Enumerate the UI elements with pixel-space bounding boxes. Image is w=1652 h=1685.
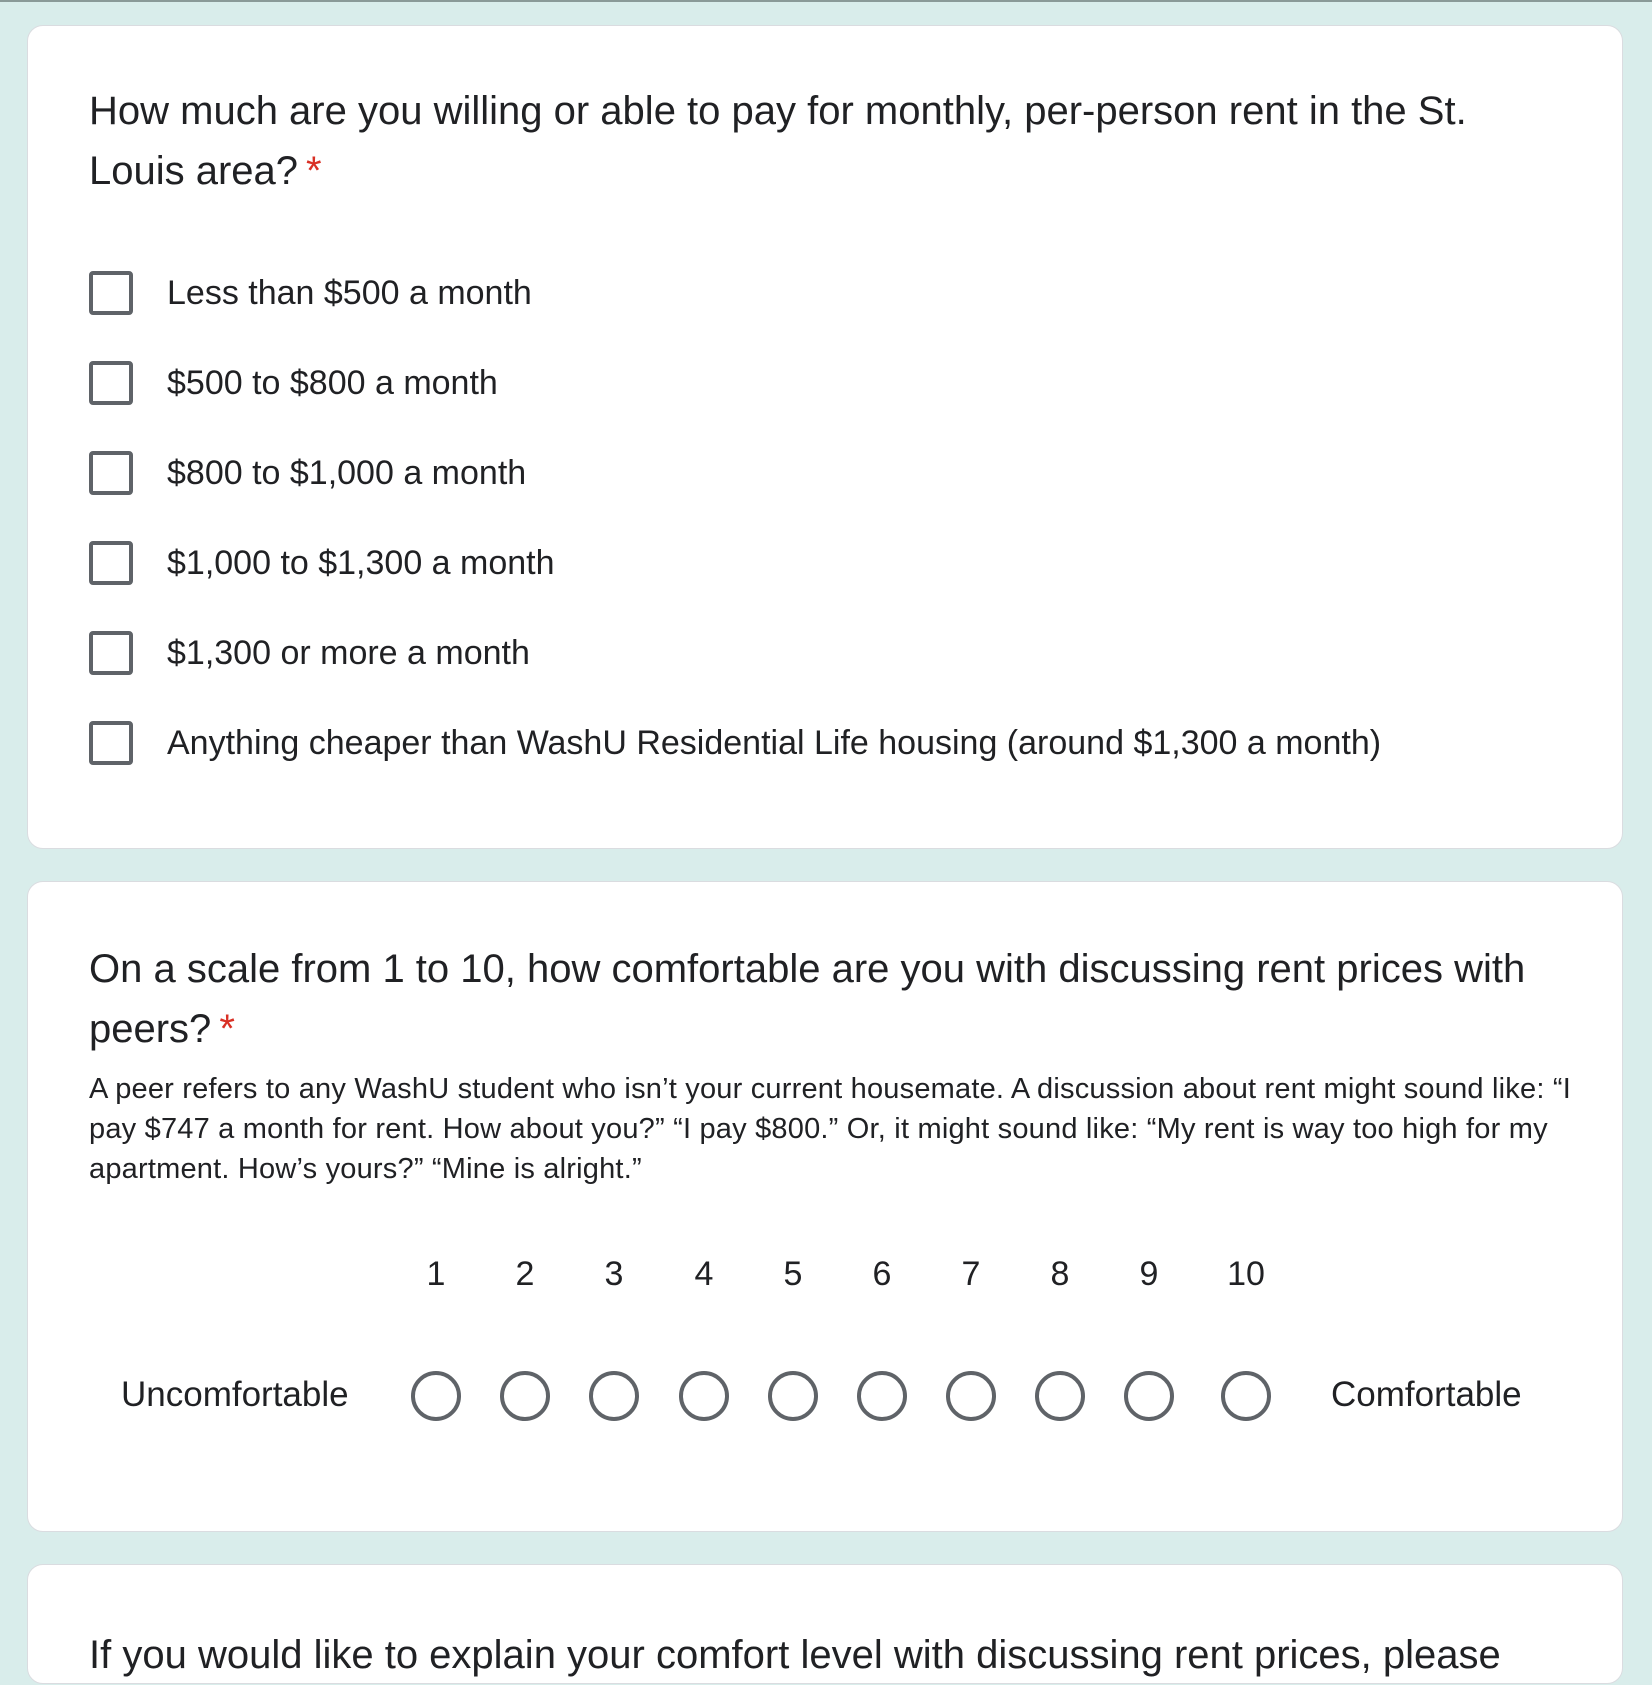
checkbox-option[interactable] (89, 716, 1569, 770)
question-title (89, 939, 1569, 1059)
checkbox-option[interactable] (89, 626, 1569, 680)
checkbox[interactable] (89, 631, 133, 675)
scale-number: 5 (783, 1255, 803, 1293)
scale-high-label: Comfortable (1331, 1375, 1522, 1414)
question-card-rent (27, 25, 1623, 849)
checkbox-option[interactable] (89, 446, 1569, 500)
question-title-text: On a scale from 1 to 10, how comfortable are you with discussing rent prices with peers? (89, 947, 1526, 1051)
checkbox[interactable] (89, 721, 133, 765)
checkbox[interactable] (89, 361, 133, 405)
option-label: Anything cheaper than WashU Residential Life housing (around $1,300 a month) (167, 724, 1382, 762)
scale-number: 4 (694, 1255, 714, 1293)
question-title (89, 81, 1569, 201)
scale-radio-5[interactable] (768, 1371, 818, 1421)
scale-radio-8[interactable] (1035, 1371, 1085, 1421)
top-divider (0, 0, 1652, 2)
scale-radio-1[interactable] (411, 1371, 461, 1421)
scale-number: 2 (515, 1255, 535, 1293)
question-card-comfort-scale (27, 881, 1623, 1532)
scale-number: 10 (1227, 1255, 1265, 1293)
scale-number: 3 (604, 1255, 624, 1293)
scale-radio-9[interactable] (1124, 1371, 1174, 1421)
checkbox[interactable] (89, 451, 133, 495)
checkbox-option[interactable] (89, 356, 1569, 410)
option-label: Less than $500 a month (167, 274, 532, 312)
question-title-text: How much are you willing or able to pay for monthly, per-person rent in the St. Louis area? (89, 89, 1467, 193)
scale-radio-3[interactable] (589, 1371, 639, 1421)
option-label: $500 to $800 a month (167, 364, 498, 402)
required-asterisk: * (306, 149, 322, 193)
scale-radio-4[interactable] (679, 1371, 729, 1421)
question-title (89, 1625, 1569, 1685)
checkbox[interactable] (89, 541, 133, 585)
option-label: $1,300 or more a month (167, 634, 530, 672)
checkbox-option[interactable] (89, 266, 1569, 320)
required-asterisk: * (219, 1007, 235, 1051)
scale-radio-6[interactable] (857, 1371, 907, 1421)
question-description: A peer refers to any WashU student who isn’t your current housemate. A discussion about rent might sound like: “I pay $747 a month for rent. How about you?” “I pay $800.” Or, it might sound like: “My rent is way too high for my apartment. How’s yours?” “Mine is alright.” (89, 1073, 1571, 1185)
scale-number: 8 (1050, 1255, 1070, 1293)
option-label: $800 to $1,000 a month (167, 454, 527, 492)
scale-radio-10[interactable] (1221, 1371, 1271, 1421)
option-label: $1,000 to $1,300 a month (167, 544, 555, 582)
scale-number: 1 (426, 1255, 446, 1293)
scale-low-label: Uncomfortable (121, 1375, 349, 1414)
scale-radio-7[interactable] (946, 1371, 996, 1421)
checkbox-option[interactable] (89, 536, 1569, 590)
scale-number: 9 (1139, 1255, 1159, 1293)
scale-radio-2[interactable] (500, 1371, 550, 1421)
checkbox[interactable] (89, 271, 133, 315)
scale-number: 7 (961, 1255, 981, 1293)
scale-number: 6 (872, 1255, 892, 1293)
question-card-comfort-explanation (27, 1564, 1623, 1684)
question-title-text: If you would like to explain your comfort level with discussing rent prices, please (89, 1633, 1501, 1677)
